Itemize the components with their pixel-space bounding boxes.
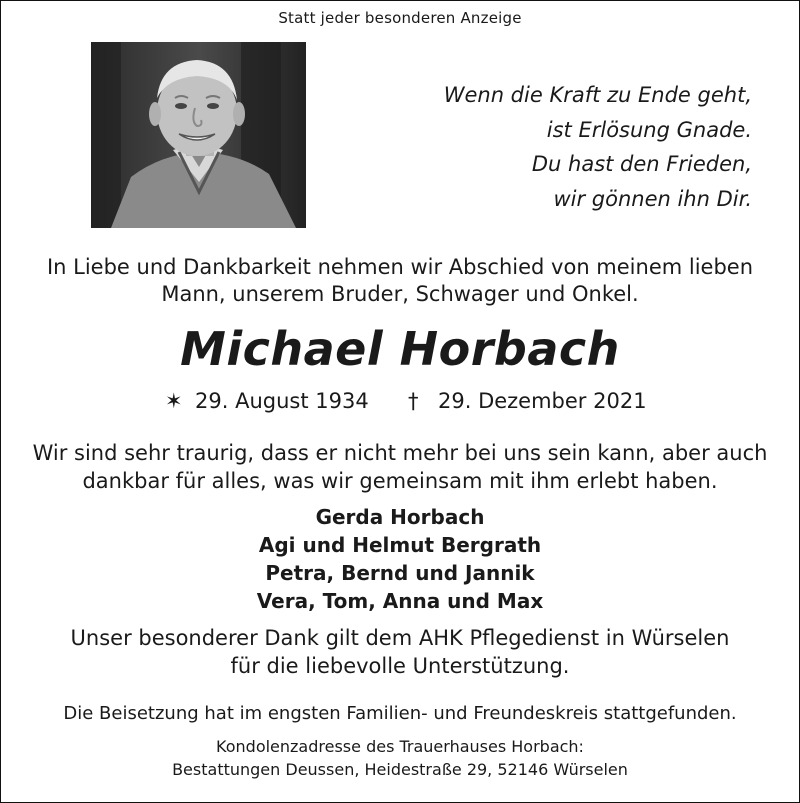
family-names — [0, 503, 800, 615]
intro-line: In Liebe und Dankbarkeit nehmen wir Abschied von meinem lieben — [46, 255, 754, 279]
thanks-line: Unser besonderer Dank gilt dem AHK Pflegedienst in Würselen — [70, 626, 730, 650]
thanks-text — [0, 624, 800, 680]
death-date-text: 29. Dezember 2021 — [438, 389, 647, 413]
deceased-name: Michael Horbach — [180, 322, 620, 376]
death-date — [408, 389, 647, 413]
family-member: Petra, Bernd und Jannik — [265, 561, 535, 585]
address-line: Bestattungen Deussen, Heidestraße 29, 52146 Würselen — [172, 760, 628, 779]
notice-header: Statt jeder besonderen Anzeige — [278, 9, 522, 27]
poem-line: ist Erlösung Gnade. — [546, 117, 752, 142]
address-line: Kondolenzadresse des Trauerhauses Horbach: — [216, 737, 584, 756]
mourning-line: dankbar für alles, was wir gemeinsam mit ihm erlebt haben. — [82, 468, 718, 493]
intro-line: Mann, unserem Bruder, Schwager und Onkel. — [161, 282, 639, 306]
farewell-intro — [0, 254, 800, 308]
birth-star-icon: ✶ — [165, 389, 183, 413]
portrait-photo — [91, 42, 306, 228]
mourning-line: Wir sind sehr traurig, dass er nicht mehr bei uns sein kann, aber auch — [32, 441, 768, 465]
thanks-line: für die liebevolle Unterstützung. — [230, 654, 570, 678]
burial-note: Die Beisetzung hat im engsten Familien- und Freundeskreis stattgefunden. — [63, 703, 737, 724]
mourning-text — [0, 440, 800, 495]
birth-date-text: 29. August 1934 — [195, 389, 369, 413]
family-member: Vera, Tom, Anna und Max — [256, 589, 544, 613]
death-cross-icon: † — [408, 389, 419, 413]
family-member: Gerda Horbach — [315, 505, 485, 529]
poem-line: wir gönnen ihn Dir. — [553, 186, 752, 211]
poem-line: Wenn die Kraft zu Ende geht, — [443, 83, 752, 107]
family-member: Agi und Helmut Bergrath — [258, 533, 542, 557]
birth-date — [165, 389, 369, 413]
memorial-poem — [444, 78, 752, 216]
condolence-address — [0, 735, 800, 781]
poem-line: Du hast den Frieden, — [531, 152, 752, 176]
